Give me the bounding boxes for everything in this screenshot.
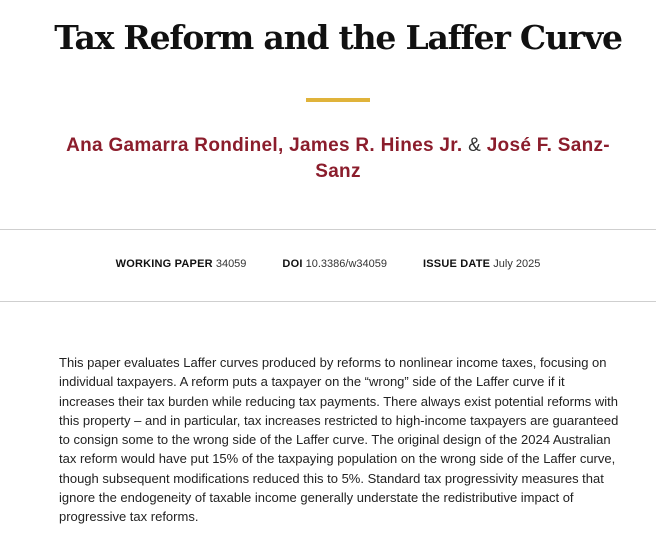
author-link-sanz[interactable]: José F. Sanz-Sanz [315,135,610,182]
author-ampersand: & [468,135,482,156]
author-link-hines[interactable]: James R. Hines Jr. [289,135,463,156]
doi-value[interactable]: 10.3386/w34059 [305,258,387,270]
issue-date [423,258,540,270]
author-link-gamarra[interactable]: Ana Gamarra Rondinel [66,135,278,156]
issue-date-label: ISSUE DATE [423,258,491,270]
working-paper-number [116,258,247,270]
divider-bottom [0,301,656,302]
paper-metadata [0,258,656,270]
working-paper-label: WORKING PAPER [115,258,213,270]
author-separator: , [277,135,284,156]
paper-title: Tax Reform and the Laffer Curve [54,18,622,57]
abstract-text: This paper evaluates Laffer curves produced by reforms to nonlinear income taxes, focusing on individual taxpayers. A reform puts a taxpayer on the “wrong” side of the Laffer curve if it increases their tax burden while reducing tax payments. There always exist potential reforms with this property – and in particular, tax increases restricted to high-income taxpayers are guaranteed to consign some to the wrong side of the Laffer curve. The original design of the 2024 Australian tax reform would have put 15% of the taxpaying population on the wrong side of the Laffer curve, though subsequent modifications reduced this to 5%. Standard tax progressivity measures that ignore the endogeneity of taxable income generally understate the redistributive impact of progressive tax reforms. [59,355,619,525]
issue-date-value: July 2025 [493,258,541,270]
author-list [60,133,616,185]
divider-top [0,229,656,230]
doi [282,258,387,270]
working-paper-value: 34059 [215,258,247,270]
doi-label: DOI [282,258,303,270]
title-accent-bar [306,98,370,102]
